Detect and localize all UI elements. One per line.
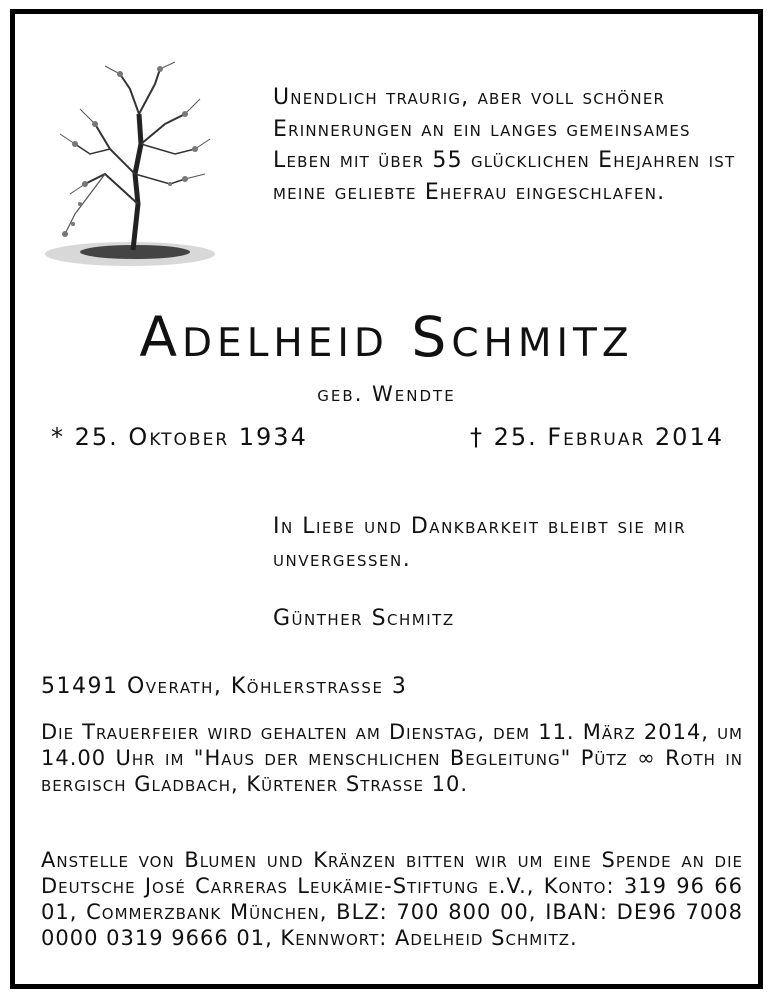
obituary-notice — [10, 9, 763, 989]
signer-name: Günther Schmitz — [273, 606, 455, 631]
service-details: Die Trauerfeier wird gehalten am Dienstag, dem 11. März 2014, um 14.00 Uhr im "Haus der menschlichen Begleitung" Pütz ∞ Roth in bergisch Gladbach, Kürtener Strasse 10. — [41, 720, 743, 796]
death-date: † 25. Februar 2014 — [469, 423, 724, 451]
remembrance-text: In Liebe und Dankbarkeit bleibt sie mir unvergessen. — [273, 514, 687, 572]
maiden-name: geb. Wendte — [317, 382, 456, 406]
donation-request: Anstelle von Blumen und Kränzen bitten wir um eine Spende an die Deutsche José Carreras Leukämie-Stiftung e.V., Konto: 319 96 66 01, Commerzbank München, BLZ: 700 800 00, IBAN: DE96 7008 0000 0319 9666 01, Kennwort: Adelheid Schmitz. — [41, 848, 743, 950]
deceased-name: Adelheid Schmitz — [139, 305, 634, 369]
tree-icon — [35, 54, 235, 284]
birth-date: * 25. Oktober 1934 — [51, 423, 308, 451]
address: 51491 Overath, Köhlerstrasse 3 — [41, 674, 408, 699]
intro-text: Unendlich traurig, aber voll schöner Erinnerungen an ein langes gemeinsames Leben mit über 55 glücklichen Ehejahren ist meine geliebte Ehefrau eingeschlafen. — [273, 85, 736, 205]
